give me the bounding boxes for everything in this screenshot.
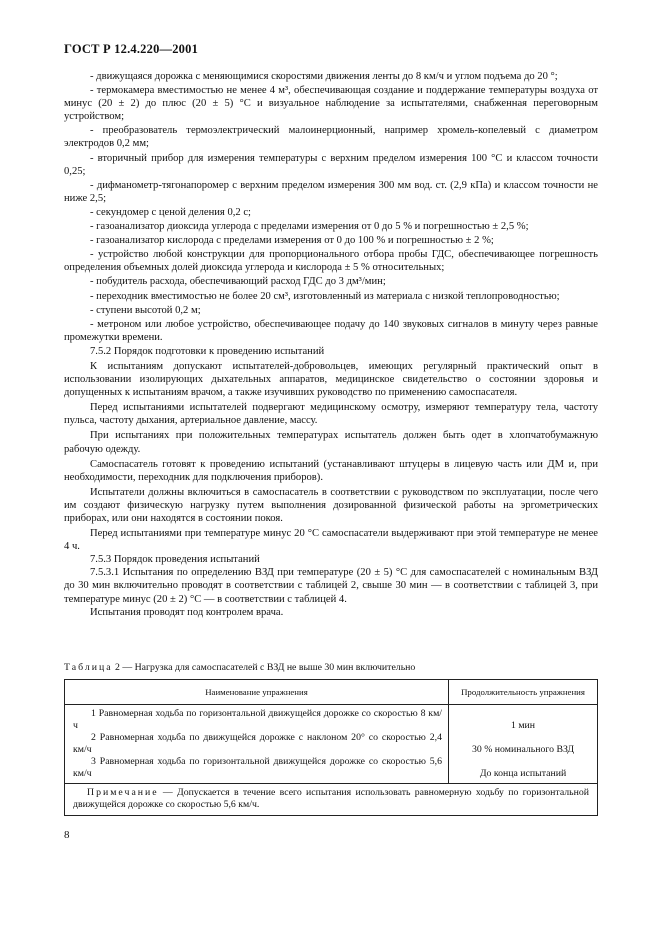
equipment-item: - преобразователь термоэлектрический малоинерционный, например хромель-копелевый с диаметром электродов 0,2 мм; — [64, 125, 598, 150]
equipment-item: - термокамера вместимостью не менее 4 м³, обеспечивающая создание и поддержание температуры воздуха от минус (20 ± 2) до плюс (20 ± 5) °С и визуальное наблюдение за испытателями, снабженная переговорным устройством; — [64, 85, 598, 123]
paragraph: При испытаниях при положительных температурах испытатель должен быть одет в хлопчатобумажную рабочую одежду. — [64, 430, 598, 455]
equipment-item: - газоанализатор диоксида углерода с пределами измерения от 0 до 5 % и погрешностью ± 2,5 %; — [90, 221, 529, 233]
exercise-cell — [65, 705, 449, 784]
equipment-item: - движущаяся дорожка с меняющимися скоростями движения ленты до 8 км/ч и углом подъема до 20 °; — [90, 71, 558, 82]
column-header-duration: Продолжительность упражнения — [449, 680, 598, 705]
note-label: Примечание — [87, 787, 159, 798]
equipment-item: - секундомер с ценой деления 0,2 с; — [90, 206, 251, 218]
load-table — [64, 679, 598, 816]
table-row — [65, 705, 598, 784]
exercise-duration: До конца испытаний — [479, 768, 567, 779]
equipment-item: - побудитель расхода, обеспечивающий расход ГДС до 3 дм³/мин; — [90, 276, 386, 288]
paragraph: К испытаниям допускают испытателей-добровольцев, имеющих регулярный практический опыт в использовании изолирующих дыхательных аппаратов, медицинское свидетельство о состоянии здоровья и допущенных к испытаниям врачом, а также изучивших руководство по применению самоспасателя. — [64, 360, 598, 399]
section-heading-7-5-2: 7.5.2 Порядок подготовки к проведению испытаний — [90, 345, 325, 357]
paragraph: Испытатели должны включиться в самоспасатель в соответствии с руководством по эксплуатации, после чего им создают физическую нагрузку путем выполнения дозированной физической работы на эргометрических приборах, или они находятся в состоянии покоя. — [64, 486, 598, 524]
exercise-name: 2 Равномерная ходьба по движущейся дорожке с наклоном 20° со скоростью 2,4 км/ч — [73, 732, 442, 755]
paragraph: 7.5.3.1 Испытания по определению ВЗД при температуре (20 ± 5) °С для самоспасателей с номинальным ВЗД до 30 мин включительно проводят в соответствии с таблицей 2, свыше 30 мин — в соответствии с таблицей 3, при температуре минус (20 ± 2) °С — в соответствии с таблицей 4. — [64, 567, 598, 605]
table-caption-label: Таблица — [64, 662, 113, 673]
equipment-item: - вторичный прибор для измерения температуры с верхним пределом измерения 100 °С и классом точности 0,25; — [64, 152, 598, 177]
page-number: 8 — [64, 829, 70, 841]
table-note — [65, 784, 598, 816]
paragraph: Испытания проводят под контролем врача. — [90, 606, 284, 618]
duration-cell — [449, 705, 598, 784]
equipment-item: - дифманометр-тягонапоромер с верхним пределом измерения 300 мм вод. ст. (2,9 кПа) и классом точности не ниже 2,5; — [64, 179, 598, 204]
paragraph: Перед испытаниями испытателей подвергают медицинскому осмотру, измеряют температуру тела, частоту пульса, частоту дыхания, артериальное давление, массу. — [64, 402, 598, 427]
equipment-item: - метроном или любое устройство, обеспечивающее подачу до 140 звуковых сигналов в минуту через равные промежутки времени. — [64, 318, 598, 343]
exercise-duration: 30 % номинального ВЗД — [471, 744, 575, 755]
exercise-duration: 1 мин — [510, 720, 536, 731]
equipment-item: - переходник вместимостью не более 20 см³, изготовленный из материала с низкой теплопроводностью; — [90, 290, 560, 302]
document-body — [64, 70, 598, 619]
equipment-item: - ступени высотой 0,2 м; — [90, 304, 201, 316]
table-caption-text: 2 — Нагрузка для самоспасателей с ВЗД не выше 30 мин включительно — [115, 662, 416, 673]
table-caption — [64, 662, 604, 673]
exercise-name: 1 Равномерная ходьба по горизонтальной движущейся дорожке со скоростью 8 км/ч — [73, 708, 442, 731]
exercise-name: 3 Равномерная ходьба по горизонтальной движущейся дорожке со скоростью 5,6 км/ч — [73, 756, 442, 779]
paragraph: Самоспасатель готовят к проведению испытаний (устанавливают штуцеры в лицевую часть или ДМ и, при необходимости, переходник для подключения приборов). — [64, 458, 598, 483]
equipment-item: - газоанализатор кислорода с пределами измерения от 0 до 100 % и погрешностью ± 2 %; — [90, 235, 494, 247]
paragraph: Перед испытаниями при температуре минус 20 °С самоспасатели выдерживают при этой температуре не менее 4 ч. — [64, 528, 598, 553]
note-text: — Допускается в течение всего испытания использовать равномерную ходьбу по горизонтальной движущейся дорожке со скоростью 5,6 км/ч. — [73, 787, 589, 810]
table-note-row — [65, 784, 598, 816]
equipment-item: - устройство любой конструкции для пропорционального отбора пробы ГДС, обеспечивающее погрешность определения объемных долей диоксида углерода и кислорода ± 5 % относительных; — [64, 249, 598, 274]
section-heading-7-5-3: 7.5.3 Порядок проведения испытаний — [90, 554, 260, 566]
column-header-exercise: Наименование упражнения — [65, 680, 449, 705]
document-header: ГОСТ Р 12.4.220—2001 — [64, 42, 199, 56]
